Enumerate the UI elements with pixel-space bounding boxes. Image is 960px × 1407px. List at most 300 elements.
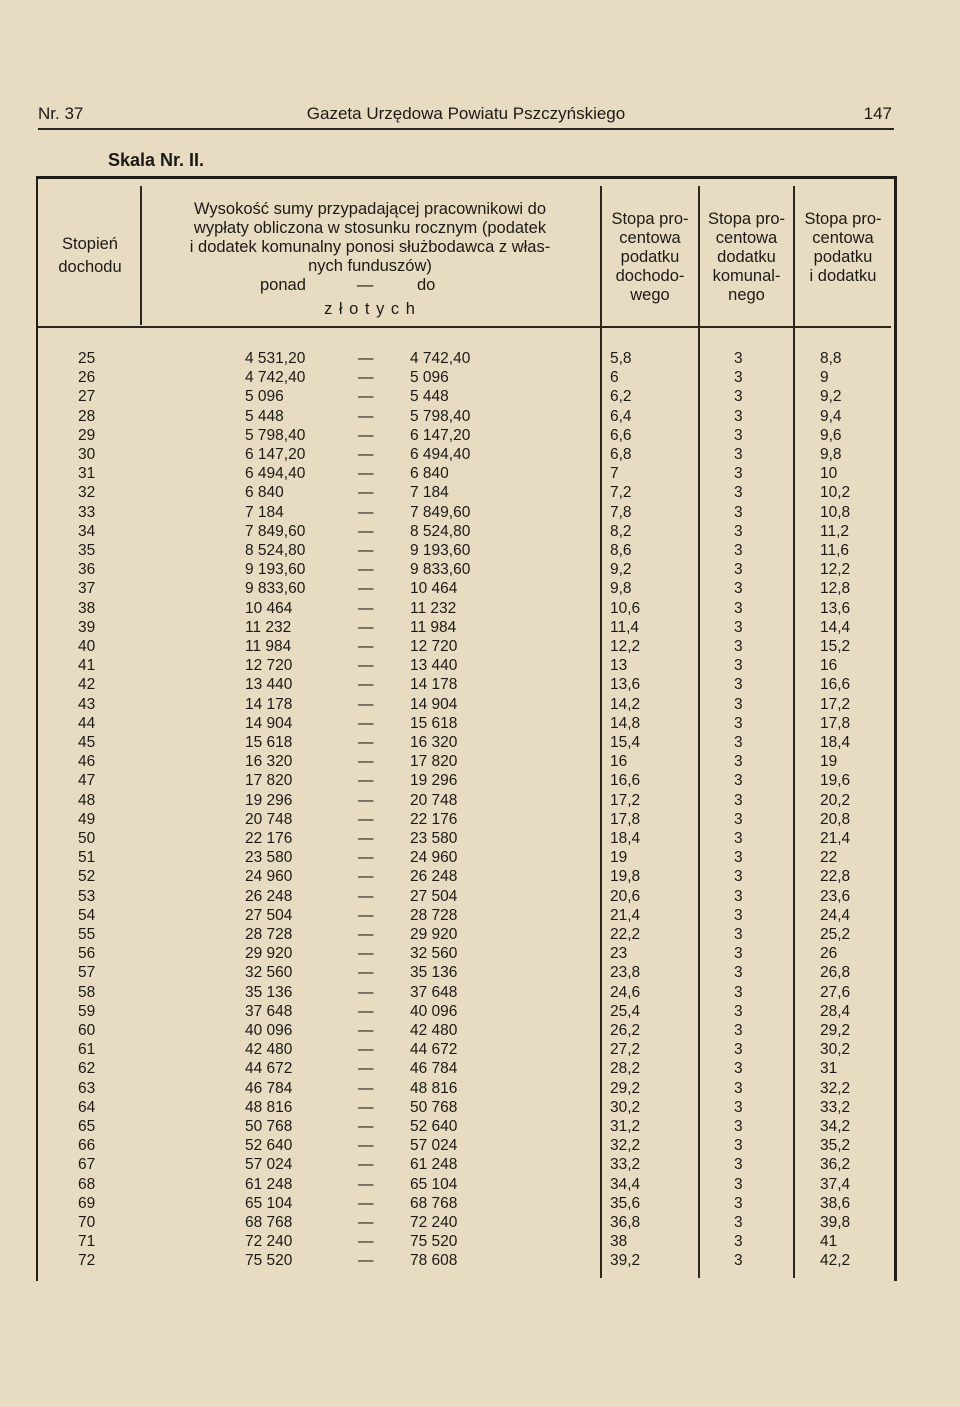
degree-cell: 71 [78,1233,96,1251]
table-row [0,771,960,790]
total-rate-cell: 10,8 [820,503,851,521]
amount-from-cell: 68 768 [245,1214,293,1231]
degree-cell: 27 [78,388,96,406]
communal-rate-cell: 3 [734,753,743,771]
amount-to-cell: 9 833,60 [410,561,471,579]
header-income-tax: Stopa pro- centowa podatku dochodo- wego [611,210,689,304]
degree-cell: 29 [78,426,96,444]
income-tax-rate-cell: 6,6 [610,426,632,444]
amount-from-cell: 75 520 [245,1252,293,1270]
communal-rate-cell: 3 [734,676,743,694]
range-dash: — [358,426,374,444]
amount-from-cell: 4 742,40 [245,369,306,387]
communal-rate-cell: 3 [734,1194,743,1212]
communal-rate-cell: 3 [734,1079,743,1097]
total-rate-cell: 22,8 [820,868,851,886]
amount-from-cell: 57 024 [245,1156,293,1174]
issue-number: Nr. 37 [38,104,84,123]
amount-from-cell: 42 480 [245,1041,293,1059]
header-degree: Stopień dochodu [58,235,122,276]
range-dash: — [358,772,374,790]
amount-from-cell: 6 494,40 [245,465,306,483]
total-rate-cell: 30,2 [820,1041,851,1059]
communal-rate-cell: 3 [734,887,743,905]
amount-to-cell: 13 440 [410,657,458,675]
amount-from-cell: 6 147,20 [245,446,306,463]
amount-to-cell: 7 184 [410,484,449,502]
amount-from-cell: 22 176 [245,830,293,847]
communal-rate-cell: 3 [734,446,743,463]
degree-cell: 30 [78,446,96,463]
communal-rate-cell: 3 [734,772,743,790]
degree-cell: 35 [78,542,96,559]
income-tax-rate-cell: 34,4 [610,1175,641,1193]
income-tax-rate-cell: 31,2 [610,1118,641,1135]
communal-rate-cell: 3 [734,369,743,387]
degree-cell: 54 [78,906,96,924]
degree-cell: 44 [78,714,96,732]
communal-rate-cell: 3 [734,426,743,444]
communal-rate-cell: 3 [734,791,743,809]
amount-from-cell: 24 960 [245,868,293,886]
degree-cell: 52 [78,868,96,886]
range-dash: — [358,561,374,579]
income-tax-rate-cell: 6,2 [610,388,632,406]
amount-from-cell: 16 320 [245,753,293,771]
header-rule [38,326,891,328]
total-rate-cell: 12,8 [820,580,851,598]
amount-from-cell: 50 768 [245,1118,293,1135]
range-dash: — [358,1041,374,1059]
amount-from-cell: 4 531,20 [245,350,306,367]
degree-cell: 51 [78,849,96,867]
total-rate-cell: 37,4 [820,1175,851,1193]
degree-cell: 59 [78,1002,96,1020]
amount-to-cell: 5 096 [410,369,449,387]
communal-rate-cell: 3 [734,1233,743,1251]
income-tax-rate-cell: 13 [610,657,628,675]
degree-cell: 69 [78,1194,96,1212]
total-rate-cell: 17,2 [820,695,851,713]
communal-rate-cell: 3 [734,868,743,886]
total-rate-cell: 10,2 [820,484,851,502]
publication-title: Gazeta Urzędowa Powiatu Pszczyńskiego [306,104,626,123]
degree-cell: 61 [78,1041,96,1059]
communal-rate-cell: 3 [734,1002,743,1020]
degree-cell: 36 [78,561,96,579]
communal-rate-cell: 3 [734,1137,743,1155]
total-rate-cell: 9,2 [820,388,842,406]
total-rate-cell: 34,2 [820,1118,851,1135]
total-rate-cell: 16,6 [820,676,851,694]
table-row [0,675,960,694]
amount-from-cell: 65 104 [245,1194,293,1212]
income-tax-rate-cell: 35,6 [610,1194,641,1212]
range-dash: — [358,638,374,655]
amount-to-cell: 17 820 [410,753,458,771]
amount-to-cell: 46 784 [410,1060,458,1078]
amount-from-cell: 27 504 [245,906,293,924]
total-rate-cell: 28,4 [820,1002,851,1020]
communal-rate-cell: 3 [734,638,743,655]
amount-to-cell: 9 193,60 [410,542,471,559]
range-dash: — [358,1156,374,1174]
income-tax-rate-cell: 16 [610,753,628,771]
table-row [0,483,960,502]
range-dash: — [358,522,374,540]
total-rate-cell: 9,4 [820,407,842,425]
amount-from-cell: 32 560 [245,964,293,982]
amount-from-cell: 9 193,60 [245,561,306,579]
amount-to-cell: 22 176 [410,810,458,828]
table-row [0,944,960,963]
income-tax-rate-cell: 25,4 [610,1002,641,1020]
degree-cell: 65 [78,1118,96,1135]
range-dash: — [358,753,374,771]
amount-to-cell: 14 178 [410,676,458,694]
range-dash: — [358,657,374,675]
amount-from-cell: 19 296 [245,791,293,809]
amount-from-cell: 11 232 [245,618,292,636]
total-rate-cell: 9,8 [820,446,842,463]
table-row [0,791,960,810]
communal-rate-cell: 3 [734,580,743,598]
income-tax-rate-cell: 8,6 [610,542,632,559]
range-dash: — [358,503,374,521]
range-dash: — [358,1137,374,1155]
degree-cell: 47 [78,772,96,790]
amount-to-cell: 32 560 [410,945,458,963]
amount-to-cell: 75 520 [410,1233,458,1251]
income-tax-rate-cell: 14,2 [610,695,641,713]
degree-cell: 66 [78,1137,96,1155]
amount-to-cell: 11 984 [410,618,457,636]
communal-rate-cell: 3 [734,407,743,425]
range-dash: — [358,1079,374,1097]
degree-cell: 37 [78,580,96,598]
scale-title: Skala Nr. II. [108,150,205,170]
table-row [0,1155,960,1174]
table-row [0,1117,960,1136]
amount-to-cell: 20 748 [410,791,458,809]
range-dash: — [358,1194,374,1212]
header-amount: Wysokość sumy przypadającej pracownikowi do wypłaty obliczona w stosunku rocznym (podatek i dodatek komunalny ponosi służbodawca z włas- nych funduszów) ponad — do z ł o t y c h [142,200,598,319]
communal-rate-cell: 3 [734,388,743,406]
table-row [0,906,960,925]
amount-from-cell: 14 904 [245,714,293,732]
total-rate-cell: 15,2 [820,638,851,655]
total-rate-cell: 26 [820,945,838,963]
table-row [0,349,960,368]
total-rate-cell: 20,2 [820,791,851,809]
range-dash: — [358,542,374,559]
range-dash: — [358,580,374,598]
table-row [0,1213,960,1232]
income-tax-rate-cell: 26,2 [610,1022,641,1039]
communal-rate-cell: 3 [734,657,743,675]
range-dash: — [358,388,374,406]
amount-from-cell: 26 248 [245,887,293,905]
income-tax-rate-cell: 24,6 [610,983,641,1001]
degree-cell: 40 [78,638,96,655]
income-tax-rate-cell: 11,4 [610,618,640,636]
degree-cell: 63 [78,1079,96,1097]
table-row [0,503,960,522]
income-tax-rate-cell: 32,2 [610,1137,641,1155]
degree-cell: 64 [78,1098,96,1116]
communal-rate-cell: 3 [734,810,743,828]
header-total: Stopa pro- centowa podatku i dodatku [804,210,882,285]
table-row [0,407,960,426]
degree-cell: 55 [78,926,96,943]
degree-cell: 56 [78,945,96,963]
table-row [0,867,960,886]
total-rate-cell: 24,4 [820,906,851,924]
degree-cell: 28 [78,407,96,425]
communal-rate-cell: 3 [734,945,743,963]
amount-subheader: ponad — do [260,276,436,294]
degree-cell: 39 [78,618,96,636]
degree-cell: 34 [78,522,96,540]
amount-from-cell: 7 184 [245,503,284,521]
amount-to-cell: 4 742,40 [410,350,471,367]
amount-to-cell: 28 728 [410,906,458,924]
income-tax-rate-cell: 8,2 [610,522,632,540]
amount-from-cell: 5 798,40 [245,426,306,444]
degree-cell: 58 [78,983,96,1001]
degree-cell: 60 [78,1022,96,1039]
table-row [0,925,960,944]
amount-from-cell: 8 524,80 [245,542,306,559]
degree-cell: 33 [78,503,96,521]
amount-from-cell: 72 240 [245,1233,293,1251]
total-rate-cell: 42,2 [820,1252,851,1270]
amount-to-cell: 8 524,80 [410,522,471,540]
total-rate-cell: 23,6 [820,887,851,905]
communal-rate-cell: 3 [734,542,743,559]
income-tax-rate-cell: 17,2 [610,791,641,809]
communal-rate-cell: 3 [734,906,743,924]
range-dash: — [358,1002,374,1020]
total-rate-cell: 32,2 [820,1079,851,1097]
amount-from-cell: 6 840 [245,484,284,502]
income-tax-rate-cell: 27,2 [610,1041,641,1059]
degree-cell: 72 [78,1252,96,1270]
amount-from-cell: 7 849,60 [245,522,306,540]
total-rate-cell: 36,2 [820,1156,851,1174]
income-tax-rate-cell: 17,8 [610,810,641,828]
communal-rate-cell: 3 [734,1060,743,1078]
communal-rate-cell: 3 [734,1118,743,1135]
table-row [0,560,960,579]
table-row [0,1059,960,1078]
amount-to-cell: 7 849,60 [410,503,471,521]
range-dash: — [358,599,374,617]
communal-rate-cell: 3 [734,1252,743,1270]
degree-cell: 25 [78,350,96,367]
range-dash: — [358,1098,374,1116]
income-tax-rate-cell: 23 [610,945,628,963]
table-row [0,1175,960,1194]
amount-from-cell: 44 672 [245,1060,293,1078]
total-rate-cell: 9,6 [820,426,842,444]
communal-rate-cell: 3 [734,734,743,751]
amount-to-cell: 29 920 [410,926,458,943]
communal-rate-cell: 3 [734,714,743,732]
amount-to-cell: 10 464 [410,580,458,598]
income-tax-rate-cell: 23,8 [610,964,641,982]
total-rate-cell: 13,6 [820,599,851,617]
amount-to-cell: 52 640 [410,1118,458,1135]
table-row [0,637,960,656]
communal-rate-cell: 3 [734,849,743,867]
income-tax-rate-cell: 19 [610,849,628,867]
table-row [0,695,960,714]
total-rate-cell: 33,2 [820,1098,851,1116]
degree-cell: 31 [78,465,96,483]
communal-rate-cell: 3 [734,1098,743,1116]
income-tax-rate-cell: 19,8 [610,868,641,886]
income-tax-rate-cell: 6 [610,369,619,387]
degree-cell: 42 [78,676,96,694]
total-rate-cell: 19 [820,753,838,771]
amount-to-cell: 14 904 [410,695,458,713]
amount-to-cell: 26 248 [410,868,458,886]
degree-cell: 70 [78,1214,96,1231]
communal-rate-cell: 3 [734,983,743,1001]
income-tax-rate-cell: 39,2 [610,1252,641,1270]
range-dash: — [358,1233,374,1251]
range-dash: — [358,1022,374,1039]
amount-to-cell: 37 648 [410,983,458,1001]
total-rate-cell: 29,2 [820,1022,851,1039]
degree-cell: 48 [78,791,96,809]
amount-to-cell: 65 104 [410,1175,458,1193]
range-dash: — [358,791,374,809]
amount-from-cell: 10 464 [245,599,293,617]
amount-to-cell: 6 840 [410,465,449,483]
communal-rate-cell: 3 [734,522,743,540]
communal-rate-cell: 3 [734,618,743,636]
amount-to-cell: 5 448 [410,388,449,406]
range-dash: — [358,465,374,483]
communal-rate-cell: 3 [734,1041,743,1059]
total-rate-cell: 39,8 [820,1214,851,1231]
amount-from-cell: 23 580 [245,849,293,867]
income-tax-rate-cell: 21,4 [610,906,641,924]
degree-cell: 67 [78,1156,96,1174]
degree-cell: 32 [78,484,96,502]
table-row [0,1098,960,1117]
degree-cell: 43 [78,695,96,713]
table-row [0,1040,960,1059]
table-row [0,368,960,387]
income-tax-rate-cell: 7,2 [610,484,632,502]
table-row [0,445,960,464]
table-row [0,714,960,733]
amount-from-cell: 37 648 [245,1002,293,1020]
income-tax-rate-cell: 18,4 [610,830,641,847]
table-row [0,1079,960,1098]
table-row [0,541,960,560]
amount-to-cell: 6 147,20 [410,426,471,444]
table-row [0,464,960,483]
amount-to-cell: 68 768 [410,1194,458,1212]
income-tax-rate-cell: 38 [610,1233,628,1251]
income-tax-rate-cell: 36,8 [610,1214,641,1231]
degree-cell: 68 [78,1175,96,1193]
income-tax-rate-cell: 15,4 [610,734,641,751]
amount-from-cell: 12 720 [245,657,293,675]
amount-from-cell: 17 820 [245,772,293,790]
range-dash: — [358,484,374,502]
income-tax-rate-cell: 7,8 [610,503,632,521]
communal-rate-cell: 3 [734,465,743,483]
communal-rate-cell: 3 [734,695,743,713]
range-dash: — [358,714,374,732]
income-tax-rate-cell: 13,6 [610,676,641,694]
range-dash: — [358,618,374,636]
range-dash: — [358,964,374,982]
header-communal: Stopa pro- centowa dodatku komunal- nego [707,210,786,304]
range-dash: — [358,830,374,847]
amount-from-cell: 28 728 [245,926,293,943]
income-tax-rate-cell: 10,6 [610,599,641,617]
amount-to-cell: 48 816 [410,1079,458,1097]
communal-rate-cell: 3 [734,926,743,943]
total-rate-cell: 38,6 [820,1194,851,1212]
communal-rate-cell: 3 [734,1022,743,1039]
total-rate-cell: 17,8 [820,714,851,732]
amount-to-cell: 78 608 [410,1252,458,1270]
table-row [0,848,960,867]
degree-cell: 50 [78,830,96,847]
table-row [0,1021,960,1040]
range-dash: — [358,734,374,751]
amount-to-cell: 5 798,40 [410,407,471,425]
income-tax-rate-cell: 30,2 [610,1098,641,1116]
total-rate-cell: 41 [820,1233,838,1251]
total-rate-cell: 31 [820,1060,838,1078]
range-dash: — [358,695,374,713]
amount-from-cell: 5 448 [245,407,284,425]
amount-to-cell: 57 024 [410,1137,458,1155]
amount-to-cell: 44 672 [410,1041,458,1059]
total-rate-cell: 10 [820,465,838,483]
amount-to-cell: 24 960 [410,849,458,867]
income-tax-rate-cell: 12,2 [610,638,641,655]
total-rate-cell: 25,2 [820,926,851,943]
income-tax-rate-cell: 28,2 [610,1060,641,1078]
income-tax-rate-cell: 29,2 [610,1079,641,1097]
degree-cell: 49 [78,810,96,828]
range-dash: — [358,983,374,1001]
degree-cell: 46 [78,753,96,771]
income-tax-rate-cell: 14,8 [610,714,641,732]
communal-rate-cell: 3 [734,503,743,521]
amount-to-cell: 40 096 [410,1002,458,1020]
amount-to-cell: 11 232 [410,599,457,617]
total-rate-cell: 18,4 [820,734,851,751]
table-row [0,579,960,598]
amount-to-cell: 61 248 [410,1156,458,1174]
amount-from-cell: 9 833,60 [245,580,306,598]
table-row [0,752,960,771]
amount-to-cell: 23 580 [410,830,458,847]
amount-to-cell: 19 296 [410,772,458,790]
table-row [0,1194,960,1213]
range-dash: — [358,868,374,886]
